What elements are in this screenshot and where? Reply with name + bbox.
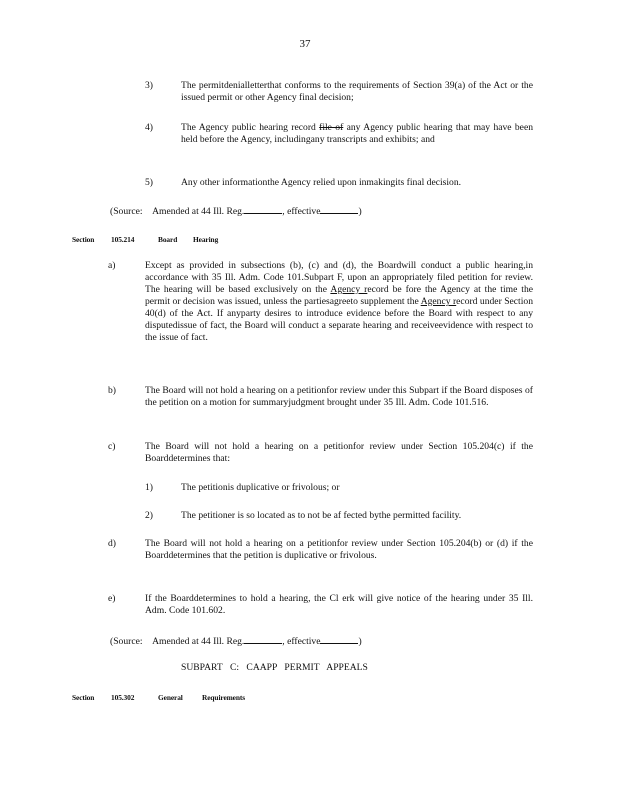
item-text: The Board will not hold a hearing on a petitionfor review under Section 105.204(b) or (d) if the Boarddetermines that the petition is duplicative or frivolous. [145, 538, 533, 561]
list-item-text: The Agency public hearing record file of any Agency public hearing that may have been held before the Agency, includingany transcripts and exhibits; and [181, 122, 533, 145]
item-text: The Board will not hold a hearing on a petitionfor review under Section 105.204(c) if the Boarddetermines that: [145, 441, 533, 464]
source-note: (Source: Amended at 44 Ill. Reg. , effective ) [110, 206, 362, 217]
subpart-heading: SUBPART C: CAAPP PERMIT APPEALS [181, 662, 368, 673]
sub-item-text: The petitionis duplicative or frivolous; or [181, 482, 340, 493]
item-number: d) [108, 538, 116, 549]
item-text: The Board will not hold a hearing on a petitionfor review under this Subpart if the Board disposes of the petition on a motion for summaryjudgment brought under 35 Ill. Adm. Code 101.516. [145, 385, 533, 408]
item-number: c) [108, 441, 116, 452]
source-note: (Source: Amended at 44 Ill. Reg. , effective ) [110, 636, 362, 647]
list-item-number: 3) [145, 80, 153, 91]
item-number: e) [108, 593, 116, 604]
sub-item-number: 1) [145, 482, 153, 493]
list-item-text: Any other informationthe Agency relied upon inmakingits final decision. [181, 177, 462, 188]
item-text: Except as provided in subsections (b), (c) and (d), the Boardwill conduct a public hearing,in accordance with 35 Ill. Adm. Code 101.Subpart F, upon an appropriately filed petition for review. The hearing will be based exclusively on the Agency record be fore the Agency at the time the permit or decision was issued, unless the partiesagreeto supplement the Agency record under Section 40(d) of the Act. If anyparty desires to introduce evidence before the Board with respect to any disputedissue of fact, the Board will conduct a separate hearing and receiveevidence with respect to the issue of fact. [145, 260, 534, 343]
sub-item-number: 2) [145, 510, 153, 521]
item-number: b) [108, 385, 116, 396]
section-heading: Section 105.302 General Requirements [72, 693, 246, 702]
item-text: If the Boarddetermines to hold a hearing, the Cl erk will give notice of the hearing under 35 Ill. Adm. Code 101.602. [145, 593, 533, 616]
list-item-number: 4) [145, 122, 153, 133]
item-number: a) [108, 260, 116, 271]
struck-text: file of [319, 122, 344, 133]
section-heading: Section 105.214 Board Hearing [72, 235, 219, 244]
sub-item-text: The petitioner is so located as to not be af fected bythe permitted facility. [181, 510, 462, 521]
page-number: 37 [299, 38, 311, 50]
list-item-text: The permitdenialletterthat conforms to the requirements of Section 39(a) of the Act or the issued permit or other Agency final decision; [181, 80, 533, 103]
list-item-number: 5) [145, 177, 153, 188]
